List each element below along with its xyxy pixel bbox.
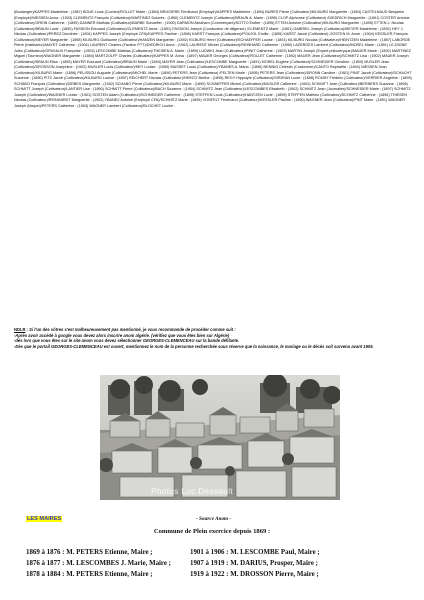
mayor-entry: 1907 à 1919 : M. DARIUS, Prosper, Maire ; [190, 560, 318, 567]
town-photo-drawing [100, 375, 340, 500]
commune-line: Commune de Plein exercice depuis 1869 : [153, 528, 271, 535]
maires-source: - Source Anom - [196, 516, 232, 522]
ndlr-line-2: -Après avoir accédé à google vous devez alors inscrire anom algérie. (vérifiez que vous êtes bien sur Algérie) [14, 332, 230, 338]
genealogy-paragraph: (Boulanger)/KAPPES Madeleine : (1857) BOUE Louis (Cocher)/ROLLET Marie : (1894) BRUGIERE Ferdinand (Employé)/KAPPES Madeleine : (1894) BURES Pierre (Cultivateur)/KILBURG Marguerite : (1894) CASTELNAUD Benjamin (Employé)/NIESSEN Anna : (1903) CLEMENTZ François (Cultivateur)/MARTINEZ Dolorès : (1890) CLEMENTZ Joseph (Cultivateur)/BRAUN A. Marie : (1895) CLOP Alphonse (Cultivateur) /DIEDRICH Marguerite : (1891) COSTER Antoine (Cultivateur)/GREIN Catherine : (1895) DANNER Mathias (Cultivateur)/BARBE Schaeffer : (1900) DARMON Abraham (Commerçant)/SOTTO Esther : (1895) ETTEN Antoine (Cultivateur)/KILBURG Marguerite : (1895) ETTEN J. Nicolas (Cultivateur)/BRAUN Lucie : (1890) FASSION Edouard (Cultivateur)/CLEMENTZ Anna : (1891) FASSION Joseph (Conducteur de diligence) /CLEMENTZ Marie : (1891) GABRIEL Joseph (Cultivateur)/MEYER Madeleine : (1892) HEY J. Nicolas (Cultivateur)/PEREZ Dorothée : (1904) KAPPES Joseph (Employé CFA)/KAPPES Pauline : (1896) KARST François (Cultivateur)/POUJOL Emilie : (1895) KARST Jacob (Cultivateur) /JOSTEN M. Anne : (1904) KESSLER François (Cultivateur)/MEYER Marguerite : (1898) KILBURG Guillaume (Cultivateur)/HANZEN Marguerite : (1892) KILBURG Henri (Cultivateur)/SCHAEFFER Louise : (1891) KILBURG Nicolas (Cultivateur)/HEINTZEN Madeleine : (1897) LABORDE Pierre (Instituteur)/MAYET Catherine : (1904) LAURENT Charles (Facteur PTT)/DIEDRICH Anna : (1902) LAURENT Michel (Cultivateur)/REINHARD Catherine : (1890) LAZERGES Lambert (Cultivateur)/MOREL Marie : (1891) LE-DIGNE Jules (Cultivateur)/GRIVIAUX Françoise : (1903) LESCOMBE Mathias (Cultivateur)/THEISEN A. Marie : (1899) LUDWIG Jean (Cultivateur)/PINIT Catherine : (1903) MARTIN Joseph (Expert philoxéryque)/MAUER Marie : (1892) MARTINEZ Miguel (Tourneur)/WAGNER Marguerite : (1894) MARTZOLFF Charles (Cultivateur)/KAPPES M. Anna : (1897) MAUER Georges (Cultivateur)/ROLLET Catherine : (1892) MAUER Jean (Cultivateur)/SCHMITZ Lisa : (1902) MAUER Joseph (Cultivateur)/BRAUN Elisa : (1895) MAYER Edouard (Cultivateur)/BRAUN Marie : (1894) MAYER Jean (Cultivateur)/LESCOMBE Marguerite : (1891) MOREL Eugène (Cultivateur)/SCHNEIDER Christine : (1899) MUSLER Jean (Cultivateur)/DROSSON Joséphine : (1902) MUSLER Louis (Cultivateur)/HEY Louise : (1900) MUSSET Louis (Cultivateur)/YBANES A. Maria : (1896) NENNIG Célestin (Cordonnier)/CANTO Raphaëla : (1894) NIESSEN Jean (Cultivateur)/KILBURG Marie : (1896) PELISSOU Auguste (Cultivateur)/MICHEL Marie : (1890) PETERS Jean (Cultivateur) /FELTEN Marie : (1895) PETERS Jean (Cultivateur)/DRONN Caroline : (1901) PINIT Jacob (Cultivateur)/SCHACHT Suzanne : (1890) PITZ Jacob (Cultivateur)/KILBURG Louise : (1897) REICHERT Nicolas (Cultivateur)/HEINTZ Berthe : (1898) REGY Hippolyte (Cultivateur)/SIRJEAN Lucie : (1898) ROUBY Frédéric (Cultivateur)/VERRIER Angéline : (1899) SCHABO François (Cultivateur)/ZIRBES Marguerite : (1902) SCHABO Pierre (Cultivateur)/KILBURG Marie : (1899) SCHAEFFER Michel (Cultivateur)/MUSLER Catherine : (1902) SCHMITT Jean (Cultivateur)/BERNERS Suzanne : (1896) SCHMITT Joseph (Cultivateur)/LANTIER Lise : (1890) SCHMITT Pierre (Cultivateur)/BACH Suzanne : (1904) SCHMITZ Jean (Cultivateur)/LESCOMBES Elisabeth : (1902) SCHMITZ Jean (Journalier)/SCHNEIDER Marie : (1897) SCHMITZ Joseph (Cultivateur)/WAGNER Louise : (1901) SOSTEN Adam (Cultivateur)/SCHNEIDER Catherine : (1895) STEFFEN Louis (Cultivateur)/HANTZEN Lucie : (1895) STEFFEN Mathieu (Cultivateur)/SCHMITZ Catherine : (1896) THIESEN Nicolas (Cultivateur)/REINHARDT Marguerite : (1902) YBANEZ Antoine (Employé CFA)/SCHMITZ Marie : (1899) VONFELT Ferdinand (Cultivateur)/KESSLER Pauline : (1890) WAGNER Jean (Cultivateur)/PINT Marie : (1891) WAGNER Joseph (Maçon)/PETERS Catherine : (1903) WAGNER Lambert (Cultivateur)/BLOCHET Louise : [14, 10, 412, 108]
mayor-row [26, 558, 406, 569]
mayor-entry: 1878 à 1884 : M. PETERS Etienne, Maire ; [26, 571, 153, 578]
mayors-list [26, 547, 406, 580]
ndlr-line-4: -Dès que le portail GEORGES-CLEMENCEAU est ouvert, mentionnez le nom de la personne recherchée sous réserve que la naissance, le mariage ou le décès soit survenu avant 1905. [14, 344, 374, 350]
maires-heading: LES MAIRES [27, 516, 62, 522]
ndlr-note [14, 327, 412, 350]
town-photo [100, 375, 340, 500]
mayor-entry: 1869 à 1876 : M. PETERS Etienne, Maire ; [26, 549, 153, 556]
mayor-row [26, 547, 406, 558]
photo-watermark: Photos Luc Dessault [151, 486, 233, 496]
mayor-entry: 1901 à 1906 : M. LESCOMBE Paul, Maire ; [190, 549, 320, 556]
mayor-entry: 1876 à 1877 : M. LESCOMBES J. Marie, Maire ; [26, 560, 171, 567]
ndlr-text: : Si l'un des vôtres s'est malheureusement pas mentionné, je vous recommande de procéder comme suit : [25, 327, 236, 332]
ndlr-label: NDLR [14, 327, 26, 332]
ndlr-line-3: -dès lors que vous êtes sur le site anom vous devez sélectionner GEORGES-CLEMENCEAU sur la bande défilante. [14, 338, 240, 344]
genealogy-list [14, 10, 412, 109]
mayor-row [26, 569, 406, 580]
mayor-entry: 1919 à 1922 : M. DROSSON Pierre, Maire ; [190, 571, 319, 578]
